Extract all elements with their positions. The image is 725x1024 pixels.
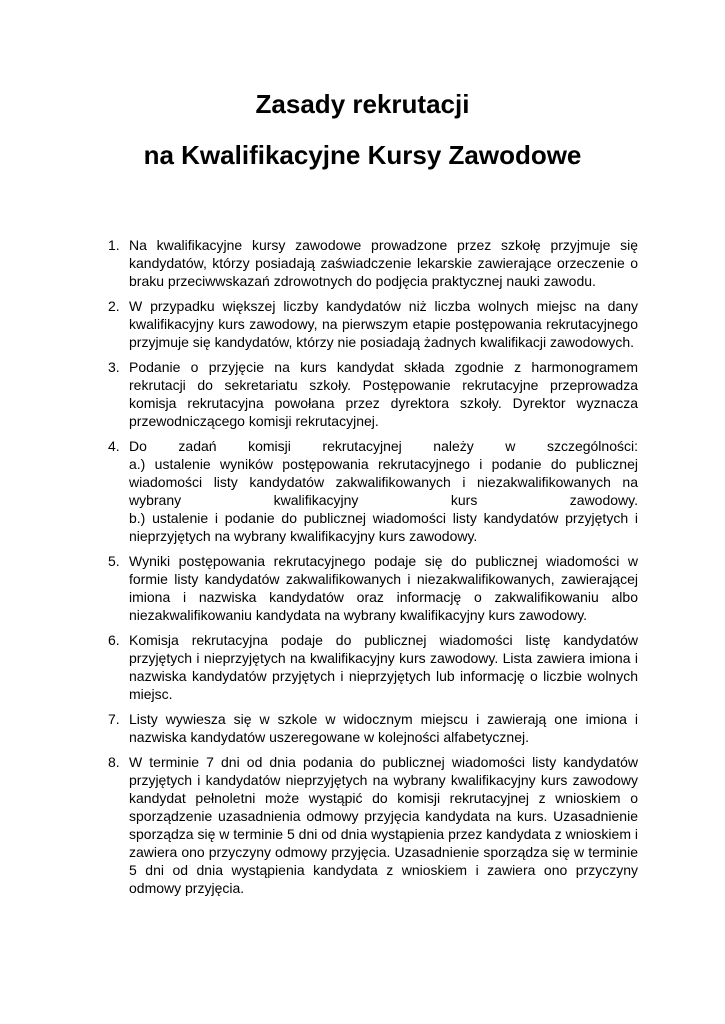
list-item-text: Na kwalifikacyjne kursy zawodowe prowadzone przez szkołę przyjmuje się kandydatów, którzy posiadają zaświadczenie lekarskie zawierające orzeczenie o braku przeciwwskazań zdrowotnych do podjęcia praktycznej nauki zawodu. [129,237,638,289]
list-item-number: 8. [108,754,120,770]
list-item [108,236,638,290]
list-item-number: 4. [108,438,120,454]
list-item [108,552,638,624]
list-item-text: Wyniki postępowania rekrutacyjnego podaje się do publicznej wiadomości w formie listy kandydatów zakwalifikowanych i niezakwalifikowanych, zawierającej imiona i nazwiska kandydatów oraz informację o zakwalifikowaniu albo niezakwalifikowaniu kandydata na wybrany kwalifikacyjny kurs zawodowy. [129,553,638,623]
list-item-text: Komisja rekrutacyjna podaje do publicznej wiadomości listę kandydatów przyjętych i nieprzyjętych na kwalifikacyjny kurs zawodowy. Lista zawiera imiona i nazwiska kandydatów przyjętych i nieprzyjętych lub informację o liczbie wolnych miejsc. [129,632,638,702]
list-item-number: 7. [108,711,120,727]
list-item [108,358,638,430]
list-subitem-a: a.) ustalenie wyników postępowania rekrutacyjnego i podanie do publicznej wiadomości listy kandydatów zakwalifikowanych i niezakwalifikowanych na wybrany kwalifikacyjny kurs zawodowy. [129,456,638,508]
list-item [108,753,638,897]
page-subtitle: na Kwalifikacyjne Kursy Zawodowe [143,140,582,170]
list-item [108,631,638,703]
list-item [108,437,638,545]
list-item [108,710,638,746]
rules-list [108,236,638,904]
list-item-text: W terminie 7 dni od dnia podania do publicznej wiadomości listy kandydatów przyjętych i kandydatów nieprzyjętych na wybrany kwalifikacyjny kurs zawodowy kandydat pełnoletni może wystąpić do komisji rekrutacyjnej z wnioskiem o sporządzenie uzasadnienia odmowy przyjęcia kandydata na kurs. Uzasadnienie sporządza się w terminie 5 dni od dnia wystąpienia przez kandydata z wnioskiem i zawiera ono przyczyny odmowy przyjęcia. Uzasadnienie sporządza się w terminie 5 dni od dnia wystąpienia kandydata z wnioskiem i zawiera ono przyczyny odmowy przyjęcia. [129,754,638,896]
page-title: Zasady rekrutacji [255,89,470,119]
list-subitem-b: b.) ustalenie i podanie do publicznej wiadomości listy kandydatów przyjętych i nieprzyjętych na wybrany kwalifikacyjny kurs zawodowy. [129,510,638,544]
list-item-number: 6. [108,632,120,648]
list-item-intro: Do zadań komisji rekrutacyjnej należy w szczególności: [129,438,638,454]
list-item-text: Podanie o przyjęcie na kurs kandydat składa zgodnie z harmonogramem rekrutacji do sekretariatu szkoły. Postępowanie rekrutacyjne przeprowadza komisja rekrutacyjna powołana przez dyrektora szkoły. Dyrektor wyznacza przewodniczącego komisji rekrutacyjnej. [129,359,638,429]
list-item-number: 2. [108,298,120,314]
list-item-text: W przypadku większej liczby kandydatów niż liczba wolnych miejsc na dany kwalifikacyjny kurs zawodowy, na pierwszym etapie postępowania rekrutacyjnego przyjmuje się kandydatów, którzy nie posiadają żadnych kwalifikacji zawodowych. [129,298,638,350]
list-item [108,297,638,351]
list-item-text: Listy wywiesza się w szkole w widocznym miejscu i zawierają one imiona i nazwiska kandydatów uszeregowane w kolejności alfabetycznej. [129,711,638,745]
list-item-number: 1. [108,237,120,253]
list-item-number: 5. [108,553,120,569]
list-item-number: 3. [108,359,120,375]
